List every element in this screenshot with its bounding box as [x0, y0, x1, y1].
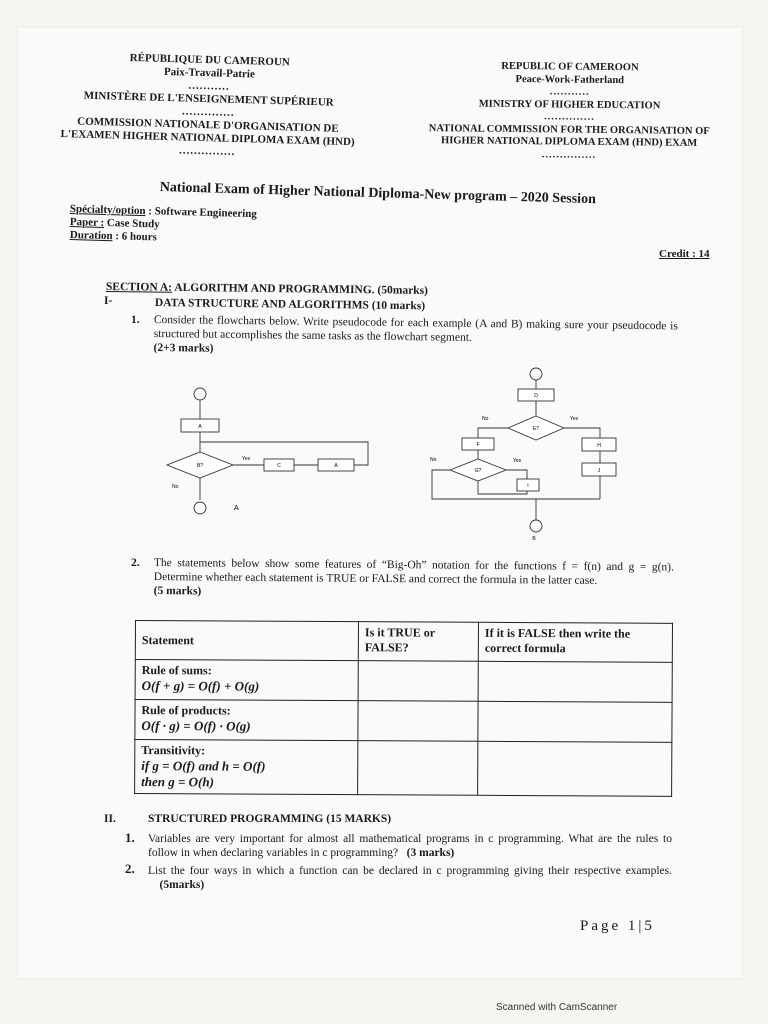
- sii-q2-number: 2.: [125, 861, 135, 876]
- header-true-false: Is it TRUE or FALSE?: [358, 622, 478, 662]
- fc-a-start-node: [194, 388, 206, 400]
- fc-b-box-f-label: F: [476, 442, 480, 448]
- motto-en: Peace-Work-Fatherland: [515, 73, 625, 86]
- fc-b-yes-top-label: Yes: [570, 416, 579, 422]
- true-false-cell[interactable]: [358, 701, 478, 742]
- fc-a-no-label: No: [172, 484, 179, 490]
- rule-formula: O(f + g) = O(f) + O(g): [141, 678, 260, 694]
- header-french: [57, 50, 360, 162]
- paper-value: Case Study: [103, 216, 160, 231]
- fc-b-yes-mid-label: Yes: [513, 458, 522, 464]
- fc-b-box-d-label: D: [534, 393, 538, 399]
- sii-q1-number: 1.: [125, 830, 135, 845]
- duration-label: Duration: [69, 229, 113, 243]
- header-correct-formula: If it is FALSE then write the correct formula: [478, 622, 672, 662]
- part1-title: DATA STRUCTURE AND ALGORITHMS (10 marks): [154, 296, 426, 313]
- sii-q1-marks: (3 marks): [406, 847, 455, 859]
- table-header-row: [135, 621, 672, 663]
- commission-fr: COMMISSION NATIONALE D'ORGANISATION DE L'EXAMEN HIGHER NATIONAL DIPLOMA EXAM (HND): [60, 115, 355, 149]
- fc-a-box-a-label: A: [198, 424, 202, 430]
- fc-b-box-j-label: J: [597, 468, 601, 474]
- commission-en: NATIONAL COMMISSION FOR THE ORGANISATION OF HIGHER NATIONAL DIPLOMA EXAM (HND) EXAM: [428, 122, 710, 149]
- dots-fr-3: ...............: [178, 144, 236, 158]
- statement-cell: [135, 740, 358, 795]
- header-statement: Statement: [135, 621, 358, 661]
- rule-formula-cont: then g = O(h): [141, 774, 214, 790]
- header-english: [419, 60, 720, 163]
- q1-body: Consider the flowcharts below. Write pseudocode for each example (A and B) making sure your pseudocode is structured but accomplishes the same tasks as the flowchart segment.: [153, 313, 678, 344]
- fc-a-caption: A: [234, 505, 239, 512]
- q2-number: 2.: [131, 557, 140, 569]
- specialty-value: : Software Engineering: [145, 205, 258, 221]
- sii-q2-marks: (5marks): [159, 879, 205, 891]
- fc-b-box-h-label: H: [597, 443, 601, 449]
- fc-b-box-i-label: I: [527, 483, 529, 489]
- duration-value: : 6 hours: [112, 230, 158, 244]
- sii-q1-body: Variables are very important for almost all mathematical programs in c programming. What are the rules to follow in when declaring variables in c programming?: [148, 833, 672, 859]
- dots-en-1: ...........: [549, 86, 590, 98]
- ministry-fr: MINISTÈRE DE L'ENSEIGNEMENT SUPÉRIEUR: [83, 89, 334, 109]
- fc-a-box-c-label: C: [277, 463, 281, 469]
- scanner-watermark: Scanned with CamScanner: [496, 1002, 618, 1013]
- correct-formula-cell[interactable]: [478, 701, 672, 742]
- fc-b-no-top-label: No: [482, 416, 489, 422]
- fc-a-yes-label: Yes: [242, 456, 251, 462]
- correct-formula-cell[interactable]: [478, 741, 672, 796]
- page-number: Page 1|5: [580, 918, 655, 934]
- dots-fr-2: ..............: [181, 105, 235, 119]
- paper-label: Paper :: [69, 216, 105, 229]
- statement-cell: [135, 700, 358, 741]
- fc-a-box-a2-label: A: [334, 463, 338, 469]
- flowchart-a: [150, 380, 390, 520]
- q2-body: The statements below show some features of “Big-Oh” notation for the functions f = f(n) and g = g(n). Determine whether each statement is TRUE or FALSE and correct the formula in the latter case.: [153, 556, 674, 587]
- statement-cell: [135, 660, 358, 701]
- fc-b-decision-e-label: E?: [532, 426, 540, 432]
- table-row: [135, 700, 672, 743]
- q1-marks: (2+3 marks): [153, 341, 214, 355]
- q2-marks: (5 marks): [153, 584, 202, 598]
- true-false-cell[interactable]: [358, 661, 478, 702]
- q1-text: [153, 313, 677, 361]
- country-en: REPUBLIC OF CAMEROON: [501, 60, 639, 74]
- section-a-title: ALGORITHM AND PROGRAMMING. (50marks): [171, 281, 428, 297]
- paper-line: [70, 216, 160, 231]
- table-row: [135, 740, 672, 797]
- rule-name: Rule of sums:: [141, 663, 212, 678]
- credit: Credit : 14: [659, 248, 710, 260]
- sii-q2-body: List the four ways in which a function can be declared in c programming giving their respective examples.: [148, 865, 672, 877]
- rule-name: Rule of products:: [141, 703, 231, 718]
- fc-b-start-node: [530, 368, 542, 380]
- sii-q2-text: [148, 864, 672, 892]
- fc-b-no-mid-label: No: [430, 457, 437, 463]
- rule-formula: if g = O(f) and h = O(f): [141, 758, 266, 774]
- section-ii-title: STRUCTURED PROGRAMMING (15 MARKS): [148, 813, 392, 825]
- fc-a-decision-label: B?: [196, 463, 204, 469]
- rule-formula: O(f · g) = O(f) · O(g): [141, 718, 251, 734]
- fc-a-end-node: [194, 502, 206, 514]
- dots-en-3: ...............: [541, 148, 597, 161]
- true-false-cell[interactable]: [358, 741, 478, 796]
- fc-b-decision-g-label: G?: [474, 468, 482, 474]
- duration-line: [70, 229, 157, 243]
- flowchart-b: [420, 362, 630, 542]
- q2-text: [154, 556, 674, 603]
- table-row: [135, 660, 672, 703]
- rule-name: Transitivity:: [141, 743, 206, 758]
- exam-title: National Exam of Higher National Diploma-New program – 2020 Session: [159, 180, 597, 208]
- big-oh-table: [134, 620, 673, 797]
- dots-en-2: ..............: [543, 111, 595, 123]
- fc-b-caption: B: [532, 536, 536, 542]
- specialty-label: Spécialty/option: [69, 203, 146, 218]
- fc-b-end-node: [530, 520, 542, 532]
- q1-number: 1.: [131, 314, 140, 326]
- motto-fr: Paix-Travail-Patrie: [163, 65, 255, 81]
- country-fr: RÉPUBLIQUE DU CAMEROUN: [129, 51, 290, 69]
- section-a-label: SECTION A:: [105, 280, 173, 294]
- dots-fr-1: ...........: [188, 79, 230, 93]
- correct-formula-cell[interactable]: [478, 661, 672, 702]
- sii-q1-text: [148, 832, 672, 860]
- part1-number: I-: [104, 295, 113, 307]
- ministry-en: MINISTRY OF HIGHER EDUCATION: [478, 98, 661, 112]
- section-ii-number: II.: [104, 813, 116, 825]
